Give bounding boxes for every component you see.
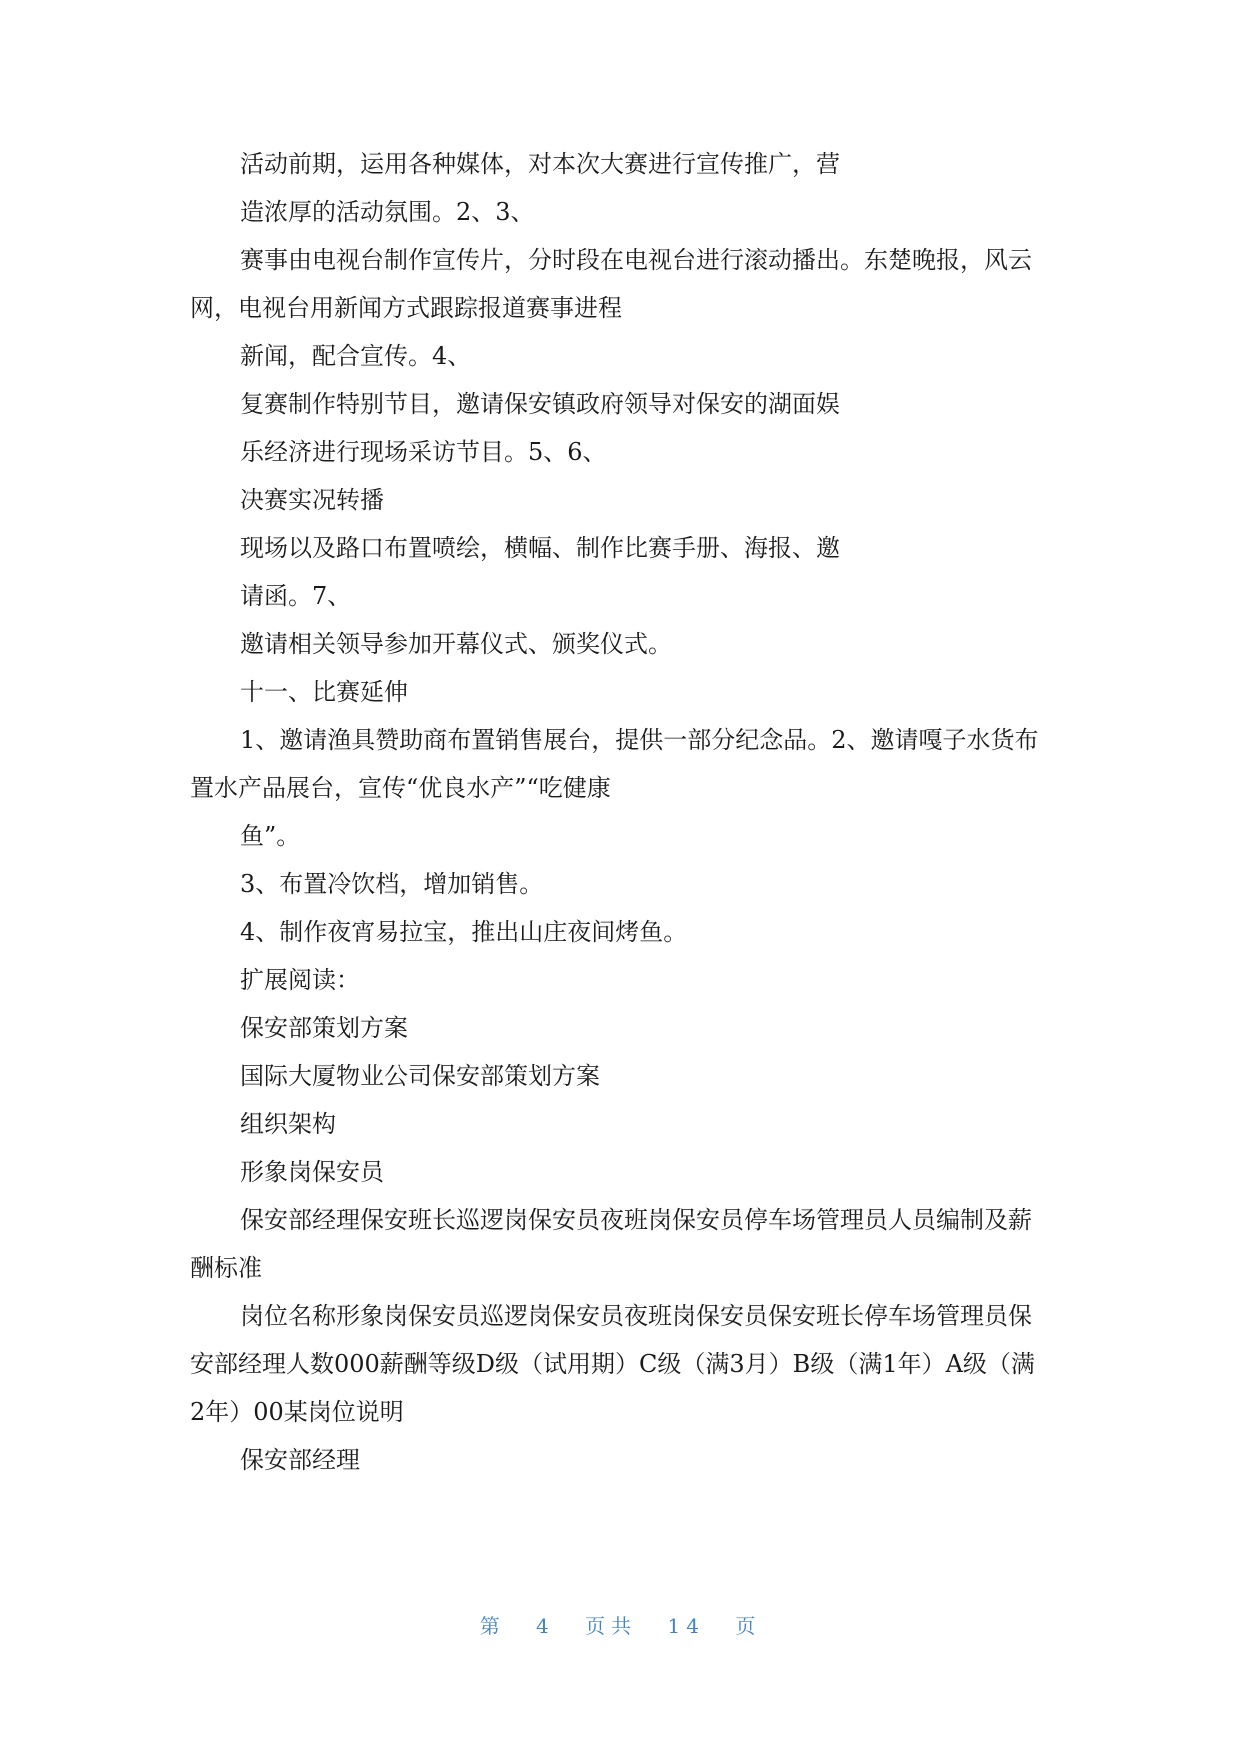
paragraph: 3、布置冷饮档，增加销售。 [240,870,544,898]
footer-prefix: 第 [479,1614,506,1638]
paragraph: 国际大厦物业公司保安部策划方案 [240,1062,600,1090]
page-footer [0,1610,1241,1639]
paragraph: 扩展阅读： [240,966,360,994]
footer-total-pages: 14 [667,1614,705,1638]
paragraph: 岗位名称形象岗保安员巡逻岗保安员夜班岗保安员保安班长停车场管理员保安部经理人数000薪酬等级D级（试用期）C级（满3月）B级（满1年）A级（满2年）00某岗位说明 [190,1302,1035,1426]
footer-middle: 页共 [585,1614,638,1638]
paragraph: 造浓厚的活动氛围。2、3、 [240,198,535,226]
paragraph: 形象岗保安员 [240,1158,384,1186]
paragraph: 保安部经理 [240,1446,360,1474]
paragraph: 现场以及路口布置喷绘，横幅、制作比赛手册、海报、邀 [240,534,840,562]
paragraph: 鱼”。 [240,822,301,850]
paragraph: 复赛制作特别节目，邀请保安镇政府领导对保安的湖面娱 [240,390,840,418]
footer-page-number: 4 [536,1614,555,1638]
paragraph: 保安部策划方案 [240,1014,408,1042]
paragraph: 乐经济进行现场采访节目。5、6、 [240,438,607,466]
paragraph: 保安部经理保安班长巡逻岗保安员夜班岗保安员停车场管理员人员编制及薪酬标准 [190,1206,1032,1282]
paragraph: 新闻，配合宣传。4、 [240,342,472,370]
paragraph: 赛事由电视台制作宣传片，分时段在电视台进行滚动播出。东楚晚报，风云网，电视台用新闻方式跟踪报道赛事进程 [190,246,1032,322]
footer-suffix: 页 [735,1614,762,1638]
paragraph: 1、邀请渔具赞助商布置销售展台，提供一部分纪念品。2、邀请嘎子水货布置水产品展台，宣传“优良水产”“吃健康 [190,726,1039,802]
section-heading: 十一、比赛延伸 [240,678,408,706]
paragraph: 4、制作夜宵易拉宝，推出山庄夜间烤鱼。 [240,918,688,946]
paragraph: 活动前期，运用各种媒体，对本次大赛进行宣传推广，营 [240,150,840,178]
paragraph: 决赛实况转播 [240,486,384,514]
paragraph: 组织架构 [240,1110,336,1138]
paragraph: 请函。7、 [240,582,352,610]
paragraph: 邀请相关领导参加开幕仪式、颁奖仪式。 [240,630,672,658]
